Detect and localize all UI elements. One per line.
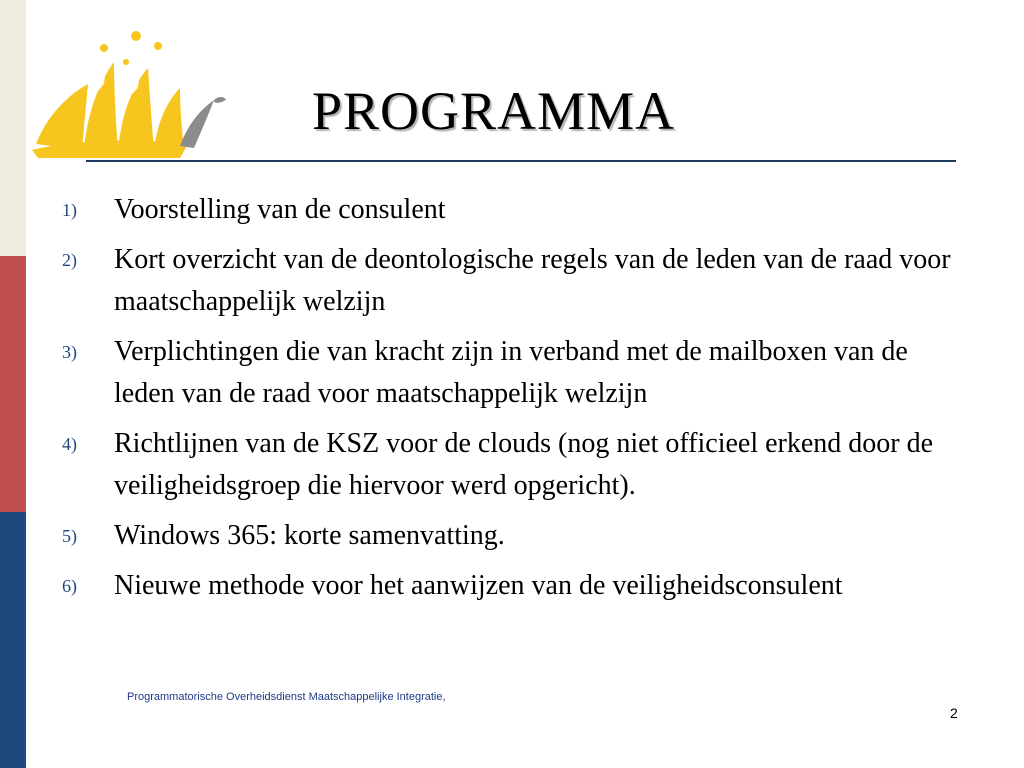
sailing-ship-logo-icon <box>30 26 230 158</box>
agenda-item-number: 1) <box>62 200 77 220</box>
agenda-item-number: 3) <box>62 342 77 362</box>
title-divider <box>86 160 956 162</box>
side-stripe-red <box>0 256 26 512</box>
agenda-item-text: Kort overzicht van de deontologische regels van de leden van de raad voor maatschappelijk welzijn <box>114 244 951 317</box>
agenda-item <box>62 515 972 557</box>
side-stripe-beige <box>0 0 26 256</box>
page-number: 2 <box>950 705 958 721</box>
agenda-list <box>62 189 972 615</box>
agenda-item <box>62 189 972 231</box>
agenda-item-number: 6) <box>62 576 77 596</box>
agenda-item-text: Richtlijnen van de KSZ voor de clouds (nog niet officieel erkend door de veiligheidsgroep die hiervoor werd opgericht). <box>114 428 934 501</box>
footer-organization: Programmatorische Overheidsdienst Maatschappelijke Integratie, <box>127 691 446 703</box>
agenda-item-text: Voorstelling van de consulent <box>114 194 446 225</box>
agenda-item <box>62 239 972 323</box>
agenda-item-number: 4) <box>62 434 77 454</box>
agenda-item-number: 5) <box>62 526 77 546</box>
agenda-item-text: Verplichtingen die van kracht zijn in verband met de mailboxen van de leden van de raad voor maatschappelijk welzijn <box>114 336 908 409</box>
agenda-item-number: 2) <box>62 250 77 270</box>
agenda-item <box>62 423 972 507</box>
page-title: PROGRAMMA <box>312 81 676 141</box>
agenda-item <box>62 331 972 415</box>
agenda-item-text: Nieuwe methode voor het aanwijzen van de veiligheidsconsulent <box>114 570 843 601</box>
agenda-item-text: Windows 365: korte samenvatting. <box>114 520 505 551</box>
side-stripe-blue <box>0 512 26 768</box>
agenda-item <box>62 565 972 607</box>
